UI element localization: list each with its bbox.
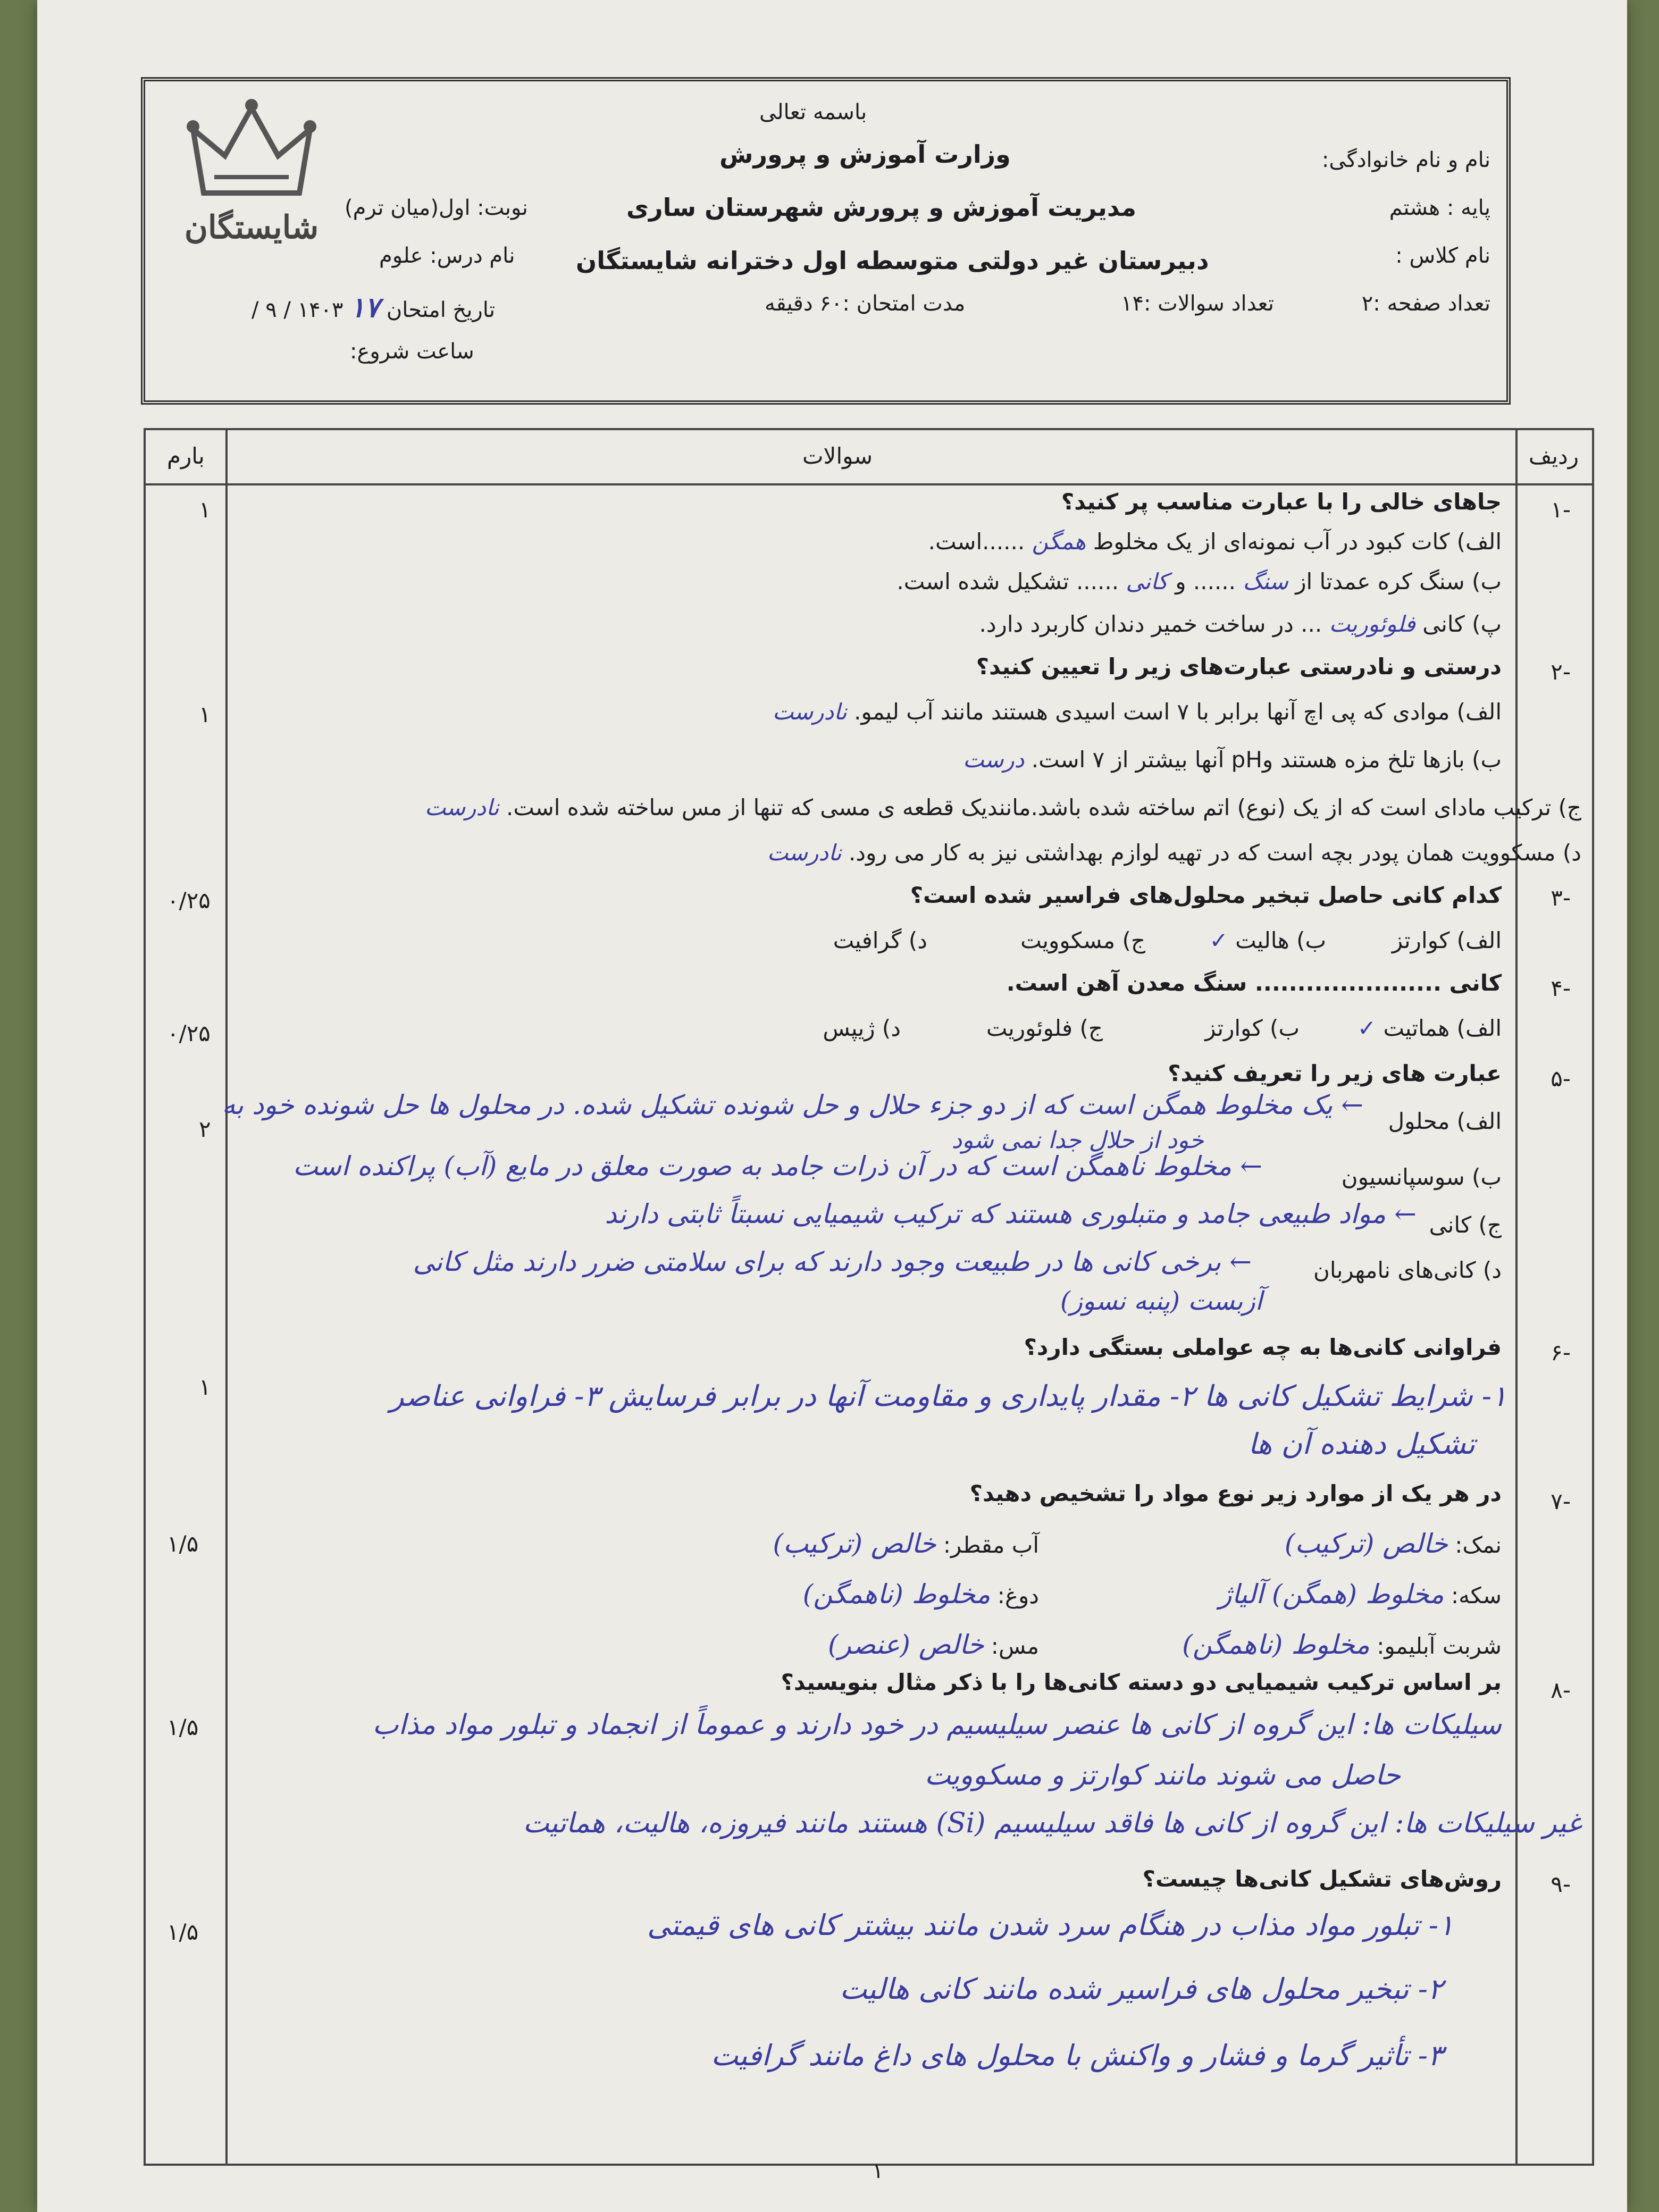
question-count: تعداد سوالات :۱۴ bbox=[1121, 291, 1274, 316]
q7-juice-label: شربت آبلیمو: bbox=[1377, 1633, 1502, 1659]
q4-option-a-text: الف) هماتیت bbox=[1383, 1015, 1502, 1041]
q4-number: -۴ bbox=[1551, 975, 1571, 1001]
q3-checkmark-icon: ✓ bbox=[1209, 927, 1228, 953]
q4-option-c: ج) فلوئوریت bbox=[986, 1015, 1103, 1041]
q6-answer-1: ۱- شرایط تشکیل کانی ها ۲- مقدار پایداری و مقاومت آنها در برابر فرسایش ۳- فراوانی عناصر bbox=[390, 1379, 1507, 1413]
q8-number: -۸ bbox=[1551, 1677, 1571, 1703]
q1-a-text: الف) کات کبود در آب نمونه‌ای از یک مخلوط bbox=[1093, 529, 1502, 555]
q5-c-label: ج) کانی bbox=[1429, 1212, 1502, 1238]
q3-option-b-text: ب) هالیت bbox=[1235, 927, 1326, 953]
q1-b-answer-2: کانی bbox=[1126, 568, 1168, 594]
q1-number: -۱ bbox=[1551, 497, 1571, 523]
q5-score: ۲ bbox=[199, 1116, 211, 1142]
q2-b bbox=[963, 747, 1502, 773]
q2-title: درستی و نادرستی عبارت‌های زیر را تعیین کنید؟ bbox=[976, 653, 1502, 680]
q1-b-answer-1: سنگ bbox=[1243, 568, 1288, 594]
q7-number: -۷ bbox=[1551, 1488, 1571, 1514]
q3-option-b bbox=[1210, 927, 1327, 953]
q7-salt-label: نمک: bbox=[1455, 1532, 1502, 1558]
q4-option-a bbox=[1358, 1015, 1502, 1041]
q7-coin-answer: مخلوط (همگن) آلیاژ bbox=[1219, 1579, 1444, 1610]
school-logo bbox=[182, 97, 321, 257]
exam-date bbox=[252, 291, 495, 324]
page-number: ۱ bbox=[872, 2159, 884, 2183]
q2-d-text: د) مسکوویت همان پودر بچه است که در تهیه لوازم بهداشتی نیز به کار می رود. bbox=[848, 840, 1581, 866]
student-name-label: نام و نام خانوادگی: bbox=[1321, 148, 1490, 172]
school-title: دبیرستان غیر دولتی متوسطه اول دخترانه شایستگان bbox=[576, 246, 1209, 275]
q2-c bbox=[425, 794, 1581, 820]
q8-answer-2: حاصل می شوند مانند کوارتز و مسکوویت bbox=[924, 1759, 1401, 1791]
q7-dough bbox=[803, 1579, 1039, 1610]
q1-title: جاهای خالی را با عبارت مناسب پر کنید؟ bbox=[1061, 489, 1502, 515]
q2-c-answer: نادرست bbox=[424, 794, 499, 820]
q1-c-text: پ) کانی bbox=[1422, 611, 1502, 637]
q9-answer-1: ۱- تبلور مواد مذاب در هنگام سرد شدن مانند بیشتر کانی های قیمتی bbox=[647, 1908, 1454, 1942]
exam-paper bbox=[37, 0, 1627, 2212]
q8-answer-3: غیر سیلیکات ها: این گروه از کانی ها فاقد سیلیسیم (Si) هستند مانند فیروزه، هالیت، هماتیت bbox=[523, 1807, 1581, 1839]
q1-a-answer: همگن bbox=[1032, 529, 1086, 555]
q5-title: عبارت های زیر را تعریف کنید؟ bbox=[1168, 1060, 1502, 1086]
q2-a bbox=[773, 699, 1502, 725]
q4-title: کانی ...................... سنگ معدن آهن است. bbox=[1006, 970, 1502, 996]
q1-b-text: ب) سنگ کره عمدتا از bbox=[1295, 568, 1502, 594]
start-time-label: ساعت شروع: bbox=[350, 339, 474, 364]
q1-a bbox=[928, 529, 1502, 555]
q8-answer-1: سیلیکات ها: این گروه از کانی ها عنصر سیلیسیم در خود دارند و عموماً از انجماد و تبلور مواد مذاب bbox=[372, 1709, 1502, 1741]
q9-number: -۹ bbox=[1551, 1871, 1571, 1897]
q9-answer-2: ۲- تبخیر محلول های فراسیر شده مانند کانی هالیت bbox=[840, 1972, 1443, 2006]
exam-header bbox=[141, 77, 1511, 405]
q7-salt bbox=[1285, 1528, 1502, 1559]
q3-option-a: الف) کوارتز bbox=[1392, 927, 1502, 953]
q5-b-answer: ← مخلوط ناهمگن است که در آن ذرات جامد به صورت معلق در مایع (آب) پراکنده است bbox=[293, 1151, 1262, 1182]
q5-b-label: ب) سوسپانسیون bbox=[1341, 1164, 1502, 1190]
q7-coin bbox=[1219, 1579, 1502, 1610]
q2-number: -۲ bbox=[1551, 659, 1571, 685]
q1-b bbox=[896, 568, 1502, 594]
q5-d-answer-1: ← برخی کانی ها در طبیعت وجود دارند که برای سلامتی ضرر دارند مثل کانی bbox=[413, 1246, 1252, 1277]
questions-table bbox=[144, 428, 1594, 2166]
column-divider-right bbox=[1515, 430, 1518, 2164]
q5-c-answer: ← مواد طبیعی جامد و متبلوری هستند که ترکیب شیمیایی نسبتاً ثابتی دارند bbox=[605, 1199, 1417, 1229]
q1-a-end: ......است. bbox=[928, 529, 1025, 555]
q4-option-d: د) ژیپس bbox=[823, 1015, 901, 1041]
q6-number: -۶ bbox=[1551, 1339, 1571, 1365]
class-label: نام کلاس : bbox=[1395, 244, 1490, 268]
q7-copper bbox=[828, 1629, 1039, 1660]
subject-name: نام درس: علوم bbox=[379, 244, 515, 268]
header-score: بارم bbox=[167, 443, 205, 469]
department-title: مدیریت آموزش و پرورش شهرستان ساری bbox=[626, 193, 1136, 222]
q8-title: بر اساس ترکیب شیمیایی دو دسته کانی‌ها را با ذکر مثال بنویسید؟ bbox=[781, 1669, 1502, 1695]
q7-coin-label: سکه: bbox=[1451, 1582, 1502, 1608]
q7-water-answer: خالص (ترکیب) bbox=[773, 1528, 936, 1559]
q2-d-answer: نادرست bbox=[767, 840, 842, 866]
page-count: تعداد صفحه :۲ bbox=[1361, 291, 1490, 316]
q6-score: ۱ bbox=[199, 1374, 211, 1400]
q3-title: کدام کانی حاصل تبخیر محلول‌های فراسیر شده است؟ bbox=[910, 882, 1502, 908]
q2-b-text: ب) بازها تلخ مزه هستند وpH آنها بیشتر از ۷ است. bbox=[1031, 747, 1502, 773]
q1-c-end: ... در ساخت خمیر دندان کاربرد دارد. bbox=[979, 611, 1322, 637]
q2-a-text: الف) موادی که پی اچ آنها برابر با ۷ است اسیدی هستند مانند آب لیمو. bbox=[854, 699, 1502, 725]
q1-c bbox=[979, 611, 1502, 637]
q8-score: ۱/۵ bbox=[167, 1714, 199, 1740]
header-questions: سوالات bbox=[802, 443, 873, 469]
q7-water bbox=[773, 1528, 1039, 1559]
q9-title: روش‌های تشکیل کانی‌ها چیست؟ bbox=[1142, 1866, 1502, 1892]
exam-date-value: ۱۴۰۳ / ۹ / bbox=[252, 298, 343, 322]
exam-duration: مدت امتحان :۶۰ دقیقه bbox=[765, 291, 966, 316]
table-header-row bbox=[146, 430, 1592, 485]
q5-d-label: د) کانی‌های نامهربان bbox=[1313, 1257, 1502, 1283]
q7-copper-answer: خالص (عنصر) bbox=[828, 1629, 984, 1660]
exam-term: نوبت: اول(میان ترم) bbox=[345, 196, 528, 220]
basmala: باسمه تعالی bbox=[759, 100, 867, 124]
q7-water-label: آب مقطر: bbox=[943, 1532, 1039, 1558]
q2-c-text: ج) ترکیب مادای است که از یک (نوع) اتم ساخته شده باشد.مانندیک قطعه ی مسی که تنها از مس ساخته شده است. bbox=[506, 794, 1581, 820]
q5-d-answer-2: آزبست (پنبه نسوز) bbox=[1060, 1286, 1262, 1316]
logo-text: شایستگان bbox=[184, 209, 319, 246]
q1-b-end: ...... تشکیل شده است. bbox=[896, 568, 1119, 594]
q7-dough-label: دوغ: bbox=[997, 1582, 1039, 1608]
q1-score: ۱ bbox=[199, 497, 211, 523]
ministry-title: وزارت آموزش و پرورش bbox=[719, 140, 1011, 169]
column-divider-left bbox=[225, 430, 228, 2164]
q5-number: -۵ bbox=[1551, 1066, 1571, 1092]
q3-option-c: ج) مسکوویت bbox=[1020, 927, 1145, 953]
q4-score: ۰/۲۵ bbox=[167, 1020, 211, 1046]
q2-a-answer: نادرست bbox=[772, 699, 847, 725]
grade-label: پایه : هشتم bbox=[1389, 196, 1490, 220]
q7-juice bbox=[1182, 1629, 1502, 1660]
q2-d bbox=[767, 840, 1581, 866]
q1-c-answer: فلوئوریت bbox=[1329, 611, 1415, 637]
q6-answer-2: تشکیل دهنده آن ها bbox=[1248, 1427, 1475, 1461]
exam-date-day: ۱۷ bbox=[350, 291, 380, 324]
crown-logo-icon bbox=[182, 97, 321, 214]
q5-a-label: الف) محلول bbox=[1388, 1108, 1502, 1134]
q5-a-answer-1: ← یک مخلوط همگن است که از دو جزء حلال و حل شونده تشکیل شده. در محلول ها حل شونده خود به bbox=[222, 1090, 1363, 1120]
exam-date-label: تاریخ امتحان bbox=[386, 298, 496, 322]
q6-title: فراوانی کانی‌ها به چه عواملی بستگی دارد؟ bbox=[1024, 1334, 1502, 1360]
header-row-number: ردیف bbox=[1528, 443, 1579, 469]
q5-a-answer-2: خود از حلال جدا نمی شود bbox=[951, 1127, 1204, 1154]
q7-score: ۱/۵ bbox=[167, 1531, 199, 1557]
q7-copper-label: مس: bbox=[991, 1633, 1039, 1659]
q7-juice-answer: مخلوط (ناهمگن) bbox=[1182, 1629, 1370, 1660]
q4-option-b: ب) کوارتز bbox=[1205, 1015, 1300, 1041]
q9-answer-3: ۳- تأثیر گرما و فشار و واکنش با محلول های داغ مانند گرافیت bbox=[711, 2039, 1443, 2072]
q7-salt-answer: خالص (ترکیب) bbox=[1284, 1528, 1448, 1559]
q2-b-answer: درست bbox=[962, 747, 1025, 773]
q3-option-d: د) گرافیت bbox=[833, 927, 927, 953]
q3-score: ۰/۲۵ bbox=[167, 887, 211, 914]
q7-title: در هر یک از موارد زیر نوع مواد را تشخیص دهید؟ bbox=[969, 1480, 1502, 1506]
q1-b-mid: ...... و bbox=[1175, 568, 1236, 594]
q3-number: -۳ bbox=[1551, 885, 1571, 911]
q7-dough-answer: مخلوط (ناهمگن) bbox=[802, 1579, 991, 1610]
q9-score: ۱/۵ bbox=[167, 1919, 199, 1945]
q2-score: ۱ bbox=[199, 701, 211, 727]
q4-checkmark-icon: ✓ bbox=[1357, 1015, 1377, 1041]
